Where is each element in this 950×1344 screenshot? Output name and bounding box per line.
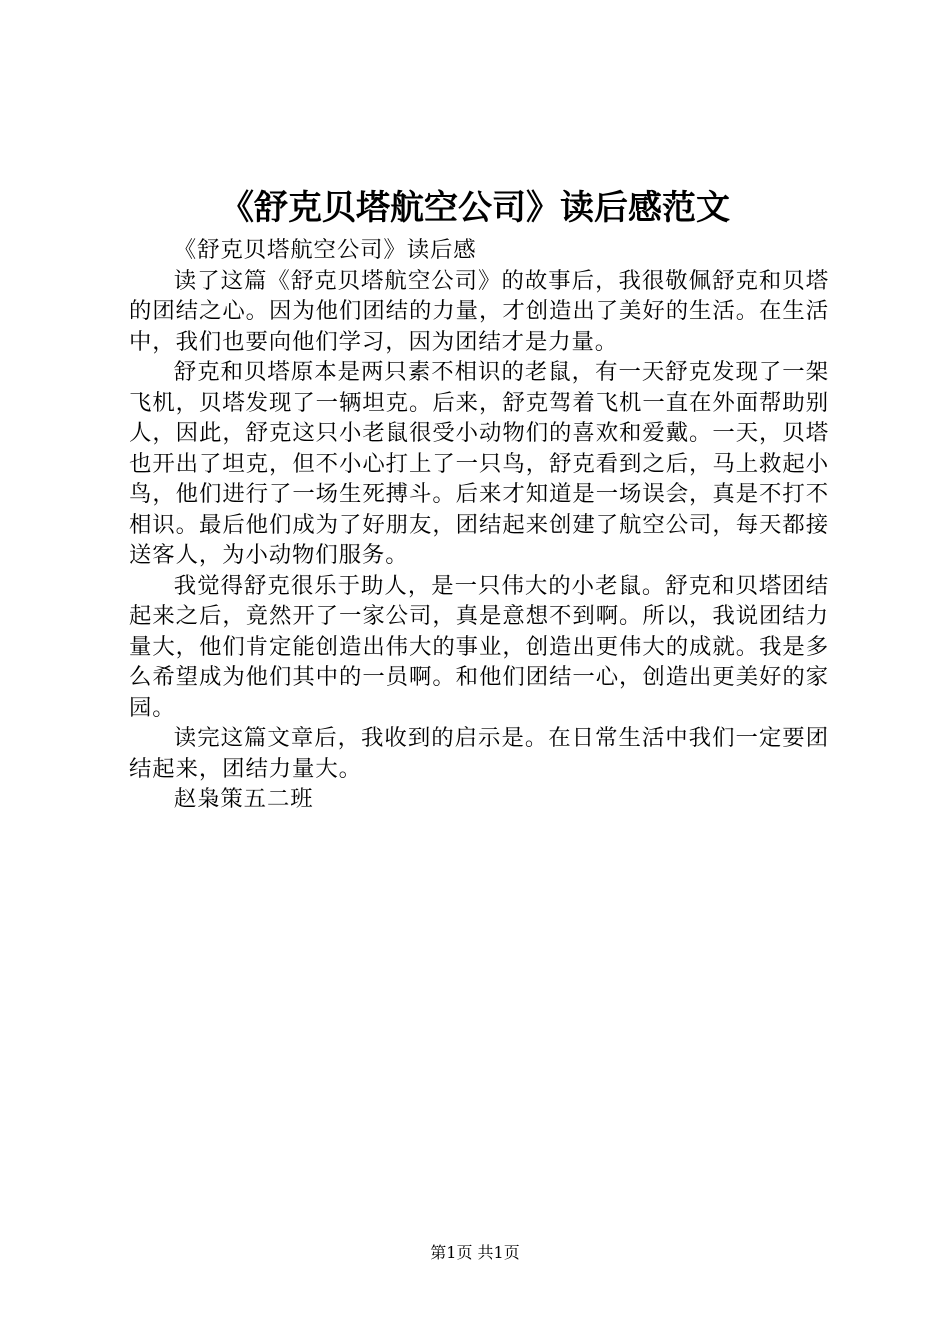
author-line: 赵枭策五二班 [173, 786, 314, 812]
document-title: 《舒克贝塔航空公司》读后感范文 [220, 188, 730, 228]
body-paragraph-3: 我觉得舒克很乐于助人，是一只伟大的小老鼠。舒克和贝塔团结起来之后，竟然开了一家公司，真是意想不到啊。所以，我说团结力量大，他们肯定能创造出伟大的事业，创造出更伟大的成就。我是多么希望成为他们其中的一员啊。和他们团结一心，创造出更美好的家园。 [129, 572, 829, 721]
body-paragraph-2: 舒克和贝塔原本是两只素不相识的老鼠，有一天舒克发现了一架飞机，贝塔发现了一辆坦克。后来，舒克驾着飞机一直在外面帮助别人，因此，舒克这只小老鼠很受小动物们的喜欢和爱戴。一天，贝塔也开出了坦克，但不小心打上了一只鸟，舒克看到之后，马上救起小鸟，他们进行了一场生死搏斗。后来才知道是一场误会，真是不打不相识。最后他们成为了好朋友，团结起来创建了航空公司，每天都接送客人，为小动物们服务。 [129, 359, 829, 568]
document-body [129, 235, 829, 815]
page-footer: 第1页 共1页 [430, 1243, 520, 1262]
body-paragraph-4: 读完这篇文章后，我收到的启示是。在日常生活中我们一定要团结起来，团结力量大。 [129, 725, 829, 782]
body-paragraph-1: 读了这篇《舒克贝塔航空公司》的故事后，我很敬佩舒克和贝塔的团结之心。因为他们团结的力量，才创造出了美好的生活。在生活中，我们也要向他们学习，因为团结才是力量。 [129, 267, 829, 355]
subtitle-paragraph: 《舒克贝塔航空公司》读后感 [173, 237, 477, 263]
